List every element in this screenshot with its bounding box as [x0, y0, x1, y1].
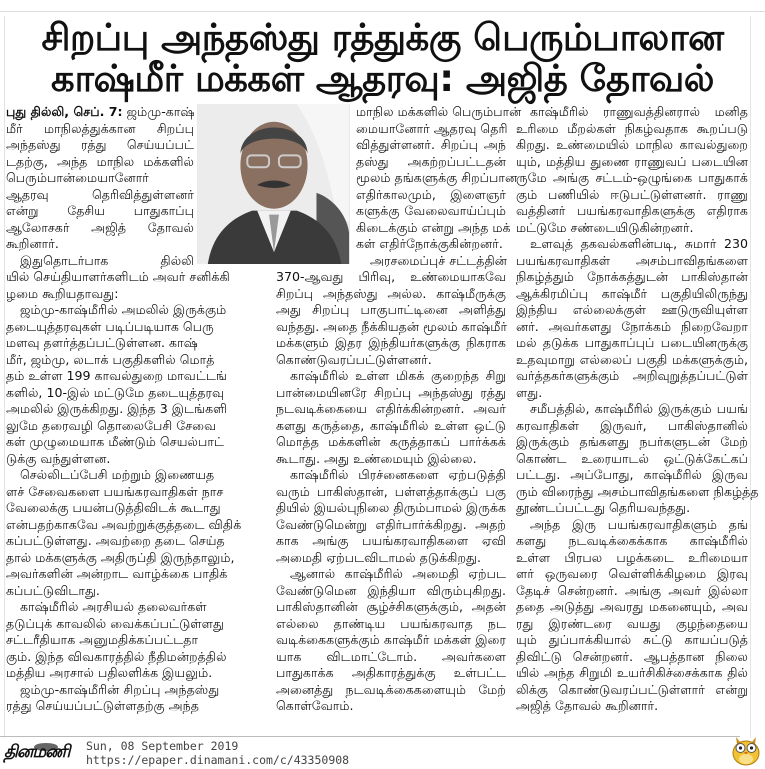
dinamani-logo[interactable] — [4, 742, 82, 764]
text-line-content: அமலில் இருக்கிறது. இந்த 3 இடங்களி — [6, 401, 228, 416]
text-line — [356, 104, 522, 121]
text-line-content: ஜம்மு-காஷ் — [126, 104, 195, 119]
headline — [0, 17, 765, 99]
text-line-content: பாதுகாக்க அதிகாரத்துக்கு உள்பட்ட — [276, 665, 506, 680]
text-line — [6, 681, 220, 699]
text-line-content: 370-ஆவது பிரிவு, உண்மையாகவே — [276, 269, 506, 284]
text-line — [516, 352, 748, 369]
text-line — [6, 154, 194, 171]
text-line-content: லுமே தரைவழி தொலைபேசி சேவை — [6, 417, 217, 433]
text-line — [516, 335, 748, 352]
text-line — [356, 236, 506, 253]
text-line-content: தஸ்து அகற்றப்பட்டதன் — [356, 153, 506, 169]
text-line — [6, 648, 227, 666]
text-line — [276, 599, 506, 616]
text-line-content: காஷ்மீரில் உள்ள மிகக் குறைந்த சிறு — [290, 368, 506, 383]
text-line-content: கூடாது. அது உண்மையும் இல்லை. — [276, 450, 477, 466]
text-line — [276, 665, 506, 682]
text-line — [6, 302, 227, 319]
text-line-content: வேலைக்கு பயன்படுத்திவிடக் கூடாது — [6, 500, 221, 515]
text-line — [6, 351, 215, 369]
text-line-content: வேண்டுமென இந்தியா விரும்புகிறது. — [276, 582, 506, 598]
text-line-content: மையானோர் ஆதரவு தெரி — [356, 120, 508, 136]
text-line-content: கூறினார். — [6, 236, 59, 251]
text-line — [356, 137, 506, 154]
text-line — [276, 583, 506, 600]
text-line — [516, 517, 748, 534]
text-line-content: ஜம்மு-காஷ்மீரில் அமலில் இருக்கும் — [20, 302, 227, 317]
text-line — [276, 319, 506, 336]
text-line — [276, 682, 506, 699]
text-line-content: ஆக்கிரமிப்பு காஷ்மீர் பகுதியிலிருந்து — [516, 285, 748, 301]
text-line-content: தியில் இயல்புநிலை திரும்பாமல் இருக்க — [276, 500, 507, 515]
text-line — [6, 665, 213, 682]
text-line-content: மூலம் தங்களுக்கு சிறப்பான — [356, 170, 518, 185]
text-line — [516, 616, 748, 633]
article-column-3 — [516, 104, 759, 715]
text-line — [516, 302, 748, 319]
text-line — [6, 467, 215, 484]
text-line — [516, 269, 748, 286]
text-line-content: கப்பட்டுள்ளது. அவற்றை தடை செய்த — [6, 533, 225, 548]
text-line-content: மல் தடுக்க பாதுகாப்புப் படையினருக்கு — [516, 335, 748, 350]
text-line-content: கிறது. உண்மையில் மாநில காவல்துறை — [516, 137, 748, 152]
text-line — [276, 632, 506, 649]
text-line-content: நிகழ்த்தும் நோக்கத்துடன் பாகிஸ்தான் — [516, 269, 748, 284]
text-line-content: வந்தது. அதை நீக்கியதன் மூலம் காஷ்மீர் — [276, 318, 508, 334]
text-line-content: ரத்து செய்யப்பட்டுள்ளதற்கு அந்த — [6, 698, 199, 713]
article-column-1 — [6, 104, 242, 715]
text-line-content: நடவடிக்கையை எதிர்க்கின்றனர். அவர் — [276, 401, 506, 416]
text-line-content: யும் துப்பாக்கியால் சுட்டு காயப்படுத் — [516, 632, 748, 647]
text-line — [276, 467, 506, 484]
text-line-content: அஜித் தோவல் கூறினார். — [516, 698, 659, 713]
text-line — [516, 253, 748, 270]
text-line — [356, 219, 511, 237]
text-line — [356, 154, 506, 171]
epaper-url[interactable]: https://epaper.dinamani.com/c/43350908 — [86, 753, 350, 767]
text-line-content: வத்தினர் பயங்கரவாதிகளுக்கு எதிராக — [516, 203, 748, 218]
text-line — [6, 599, 207, 616]
text-line — [516, 401, 748, 418]
text-line-content: காக அங்கு பயங்கரவாதிகளை ஏவி — [276, 533, 506, 548]
text-line — [6, 187, 194, 204]
text-line-content: கும் பணியில் ஈடுபட்டுள்ளனர். ராணு — [516, 186, 748, 202]
text-line-content: தடுப்புக் காவலில் வைக்கப்பட்டுள்ளது — [6, 615, 224, 631]
text-line — [6, 483, 224, 501]
text-line — [276, 269, 506, 286]
text-line — [516, 236, 748, 253]
text-line-content: ரும் விரைந்து அசம்பாவிதங்களை நிகழ்த்த — [516, 483, 759, 499]
dateline: புது தில்லி, செப். 7: — [6, 104, 123, 119]
text-line-content: பட்டது. அப்போது, காஷ்மீரில் இருவ — [516, 467, 748, 482]
text-line-content: அந்தஸ்து ரத்து செய்யப்பட் — [6, 137, 194, 152]
text-line — [516, 418, 748, 435]
text-line — [516, 682, 748, 699]
text-line-content: தால் மக்களுக்கு அதிருப்தி இருந்தாலும், — [6, 549, 235, 565]
text-line — [6, 566, 228, 583]
text-line-content: கப்பட்டுவிடாது. — [6, 582, 100, 598]
text-line — [356, 253, 506, 270]
text-line-content: அவர்களின் அன்றாட வாழ்க்கை பாதிக் — [6, 566, 228, 581]
text-line — [6, 434, 224, 451]
text-line — [516, 483, 759, 501]
text-line-content: வர்த்தகர்களுக்கும் அறிவுறுத்தப்பட்டுள் — [516, 368, 748, 383]
text-line — [516, 104, 748, 121]
text-line-content: யில் அந்த சிறுமி உயர்சிகிச்சைக்காக தில் — [516, 665, 748, 680]
text-line-content: ருமே அங்கு சட்டம்-ஒழுங்கை பாதுகாக் — [516, 170, 748, 185]
text-line-content: உள்ள பிரபல பழக்கடை உரிமையா — [516, 549, 748, 565]
text-line-content: தேடிச் சென்றனர். அங்கு அவர் இல்லா — [516, 582, 748, 598]
text-line-content: களுக்கு வேலைவாய்ப்பும் — [356, 203, 506, 218]
text-line-content: பெரும்பான்மையானோர் — [6, 170, 149, 185]
text-line-content: மத்திய அரசால் பதிலளிக்க இயலும். — [6, 665, 213, 680]
text-line-content: உளவுத் தகவல்களின்படி, சுமார் 230 — [530, 236, 748, 251]
text-line — [516, 583, 748, 600]
text-line — [6, 500, 221, 517]
text-line-content: வடிக்கைகளுக்கும் காஷ்மீர் மக்கள் இரை — [276, 632, 506, 647]
text-line — [516, 434, 748, 451]
headline-line-2: காஷ்மீர் மக்கள் ஆதரவு: அஜித் தோவல் — [50, 57, 714, 100]
article-column-2-top — [356, 104, 522, 269]
text-line — [516, 566, 748, 583]
text-line-content: மாநில மக்களில் பெரும்பான் — [356, 104, 522, 119]
text-line — [276, 698, 506, 715]
text-line-content: யில் செய்தியாளர்களிடம் அவர் சனிக்கி — [6, 269, 230, 284]
text-line — [6, 549, 235, 567]
text-line-content: அமைதி ஏற்படவிடாமல் தடுக்கிறது. — [276, 549, 481, 565]
text-line-content: என்பதற்காகவே அவற்றுக்குத்தடை விதிக் — [6, 516, 242, 532]
text-line — [276, 566, 506, 583]
headline-line-1: சிறப்பு அந்தஸ்து ரத்துக்கு பெரும்பாலான — [41, 16, 724, 59]
text-line-content: தம் உள்ள 199 காவல்துறை மாவட்டங் — [6, 368, 227, 383]
text-line — [6, 417, 217, 435]
text-line-content: ளர் ஒருவரை வெள்ளிக்கிழமை இரவு — [516, 566, 748, 581]
text-line-content: பான்மையினரே சிறப்பு அந்தஸ்து ரத்து — [276, 384, 506, 400]
text-line-content: ஆனால் காஷ்மீரில் அமைதி ஏற்பட — [290, 566, 506, 581]
text-line-content: பயங்கரவாதிகள் அசம்பாவிதங்களை — [516, 252, 748, 268]
text-line-content: வேண்டுமென்று எதிர்பார்க்கிறது. அதற் — [276, 516, 506, 532]
text-line — [516, 137, 748, 154]
text-line — [516, 550, 748, 567]
text-line-content: தடையுத்தரவுகள் படிப்படியாக பெரு — [6, 318, 214, 334]
text-line — [6, 253, 194, 270]
text-line — [6, 121, 194, 138]
text-line-content: டுக்கு வந்துள்ளன. — [6, 450, 111, 466]
text-line-content: சமீபத்தில், காஷ்மீரில் இருக்கும் பயங் — [530, 401, 748, 416]
footer-divider — [0, 736, 740, 737]
article-column-2 — [276, 269, 506, 715]
logo-text: தினமணி — [4, 742, 70, 762]
text-line — [276, 418, 506, 435]
text-line — [6, 384, 225, 402]
text-line — [276, 302, 506, 319]
text-line-content: செல்லிடப்பேசி மற்றும் இணையத — [20, 467, 215, 482]
text-line — [516, 368, 748, 385]
text-line — [6, 335, 198, 352]
text-line-content: கள் எதிர்நோக்குகின்றனர். — [356, 236, 503, 251]
text-line-content: கரவாதிகள் இருவர், பாகிஸ்தானில் — [516, 417, 748, 433]
text-line — [276, 286, 506, 303]
text-line — [516, 649, 748, 666]
text-line — [6, 533, 225, 550]
text-line — [276, 335, 506, 352]
text-line — [6, 104, 194, 121]
text-line — [276, 434, 506, 451]
text-line-content: மீர், ஜம்மு, லடாக் பகுதிகளில் மொத் — [6, 351, 215, 367]
text-line — [516, 665, 748, 682]
text-line — [516, 187, 748, 204]
text-line-content: காஷ்மீரில் ராணுவத்தினரால் மனித — [530, 104, 748, 119]
text-line-content: ஆலோசகர் அஜித் தோவல் — [6, 219, 194, 235]
text-line-content: என்று தேசிய பாதுகாப்பு — [6, 203, 194, 218]
text-line — [276, 401, 506, 418]
text-line — [6, 451, 194, 468]
text-line — [276, 517, 506, 534]
text-line — [6, 401, 228, 418]
text-line-content: பாகிஸ்தானின் சூழ்ச்சிகளுக்கும், அதன் — [276, 599, 506, 614]
text-line — [276, 385, 506, 402]
text-line — [516, 500, 748, 517]
text-line — [276, 500, 506, 517]
text-line — [6, 286, 194, 303]
text-line-content: கிடைக்கும் என்று அந்த மக் — [356, 219, 511, 235]
text-line-content: கொண்டுவரப்பட்டுள்ளனர். — [276, 351, 432, 367]
text-line-content: ஜம்மு-காஷ்மீரின் சிறப்பு அந்தஸ்து — [20, 681, 220, 697]
text-line — [516, 220, 748, 237]
text-line-content: கள் முழுமையாக மீண்டும் செயல்பாட் — [6, 434, 224, 449]
text-line-content: லிக்கு கொண்டுவரப்பட்டுள்ளார் என்று — [516, 681, 748, 697]
text-line — [6, 203, 194, 220]
text-line-content: வரும் பாகிஸ்தான், பள்ளத்தாக்குப் பகு — [276, 483, 506, 499]
text-line-content: களது நடவடிக்கைக்காக காஷ்மீரில் — [516, 533, 748, 548]
text-line — [6, 516, 242, 534]
text-line-content: டதற்கு, அந்த மாநில மக்களில் — [6, 153, 194, 169]
text-line-content: எதிர்காலமும், இளைஞர் — [356, 186, 506, 202]
text-line-content: எல்லை தாண்டிய பயங்கரவாத நட — [276, 615, 506, 631]
text-line — [356, 170, 518, 187]
text-line — [276, 550, 506, 567]
text-line-content: ளது. — [516, 384, 543, 400]
text-line — [516, 286, 748, 303]
text-line-content: யாக விடமாட்டோம். அவர்களை — [276, 648, 506, 664]
text-line — [276, 451, 506, 468]
text-line — [6, 220, 194, 237]
text-line-content: களது கருத்தை, காஷ்மீரில் உள்ள ஒட்டு — [276, 417, 506, 433]
text-line-content: சட்டரீதியாக அனுமதிக்கப்பட்டதா — [6, 632, 199, 647]
text-line — [516, 154, 748, 171]
text-line — [276, 616, 506, 633]
text-line — [6, 269, 230, 286]
text-line-content: ததை அடுத்து அவரது மகனையும், அவ — [516, 599, 748, 614]
text-line — [6, 698, 199, 715]
text-line — [276, 484, 506, 501]
text-line — [6, 368, 227, 385]
text-line-content: னர். அவர்களது நோக்கம் நிறைவேறா — [516, 318, 748, 334]
ajit-doval-photo — [197, 104, 350, 264]
text-line — [516, 698, 748, 715]
text-line — [276, 368, 506, 385]
text-line-content: ரது இரண்டரை வயது குழந்தையை — [516, 615, 748, 631]
text-line-content: அந்த இரு பயங்கரவாதிகளும் தங் — [530, 516, 748, 532]
text-line-content: உதவுமாறு எல்லைப் பகுதி மக்களுக்கும், — [516, 351, 748, 367]
text-line-content: திவிட்டு சென்றனர். ஆபத்தான நிலை — [516, 648, 748, 664]
text-line-content: மீர் மாநிலத்துக்கான சிறப்பு — [6, 120, 194, 136]
publication-date: Sun, 08 September 2019 — [86, 739, 239, 753]
text-line-content: இந்திய எல்லைக்குள் ஊடுருவியுள்ள — [516, 302, 748, 317]
text-line — [516, 121, 748, 138]
text-line — [516, 451, 748, 468]
text-line-content: காஷ்மீரில் பிரச்னைகளை ஏற்படுத்தி — [290, 467, 506, 482]
text-line — [516, 632, 748, 649]
text-line-content: கும். இந்த விவகாரத்தில் நீதிமன்றத்தில் — [6, 648, 227, 664]
text-line — [516, 170, 748, 187]
text-line — [516, 599, 748, 616]
text-line — [516, 533, 748, 550]
text-line — [6, 318, 214, 336]
text-line-content: ழமை கூறியதாவது: — [6, 285, 119, 301]
text-line-content: வித்துள்ளனர். சிறப்பு அந் — [356, 137, 506, 152]
text-line-content: கொள்வோம். — [276, 698, 354, 713]
text-line — [6, 170, 194, 187]
text-line-content: மொத்த மக்களின் கருத்தாகப் பார்க்கக் — [276, 434, 506, 449]
text-line-content: ஆதரவு தெரிவித்துள்ளனர் — [6, 186, 194, 202]
text-line — [276, 352, 506, 369]
text-line — [516, 203, 748, 220]
text-line-content: சிறப்பு அந்தஸ்து அல்ல. காஷ்மீருக்கு — [276, 285, 506, 301]
text-line-content: ளச் சேவைகளை பயங்கரவாதிகள் நாச — [6, 483, 224, 499]
text-line — [6, 632, 199, 649]
text-line-content: யும், மத்திய துணை ராணுவப் படையின — [516, 153, 748, 169]
text-line — [276, 533, 506, 550]
text-line — [6, 615, 224, 633]
text-line-content: இதுதொடர்பாக தில்லி — [20, 252, 194, 268]
text-line — [516, 319, 748, 336]
text-line — [356, 187, 506, 204]
text-line-content: கொண்ட உரையாடல் ஒட்டுக்கேட்கப் — [516, 450, 748, 466]
text-line — [516, 385, 748, 402]
text-line — [516, 467, 748, 484]
text-line-content: மக்களும் இதர இந்தியர்களுக்கு நிகராக — [276, 335, 506, 350]
text-line — [6, 583, 194, 600]
text-line — [6, 236, 194, 253]
owl-mascot-icon — [728, 734, 764, 765]
text-line-content: அரசமைப்புச் சட்டத்தின் — [370, 252, 508, 268]
text-line-content: அனைத்து நடவடிக்கைகளையும் மேற் — [276, 681, 506, 697]
text-line — [276, 649, 506, 666]
text-line — [356, 203, 506, 220]
text-line-content: மளவு தளர்த்தப்பட்டுள்ளன. காஷ் — [6, 335, 198, 350]
text-line — [6, 137, 194, 154]
text-line — [356, 121, 506, 138]
text-line-content: களில், 10-இல் மட்டுமே தடையுத்தரவு — [6, 384, 225, 400]
top-divider — [0, 11, 765, 12]
text-line-content: உரிமை மீறல்கள் நிகழ்வதாக கூறப்படு — [516, 120, 748, 136]
text-line-content: இருக்கும் தங்களது நபர்களுடன் மேற் — [516, 434, 748, 449]
text-line-content: காஷ்மீரில் அரசியல் தலைவர்கள் — [20, 599, 207, 614]
text-line-content: தூண்டப்பட்டது தெரியவந்தது. — [516, 500, 691, 515]
text-line-content: மட்டுமே சண்டையிடுகின்றனர். — [516, 219, 694, 235]
text-line-content: அது சிறப்பு பாகுபாட்டினை அளித்து — [276, 302, 506, 317]
